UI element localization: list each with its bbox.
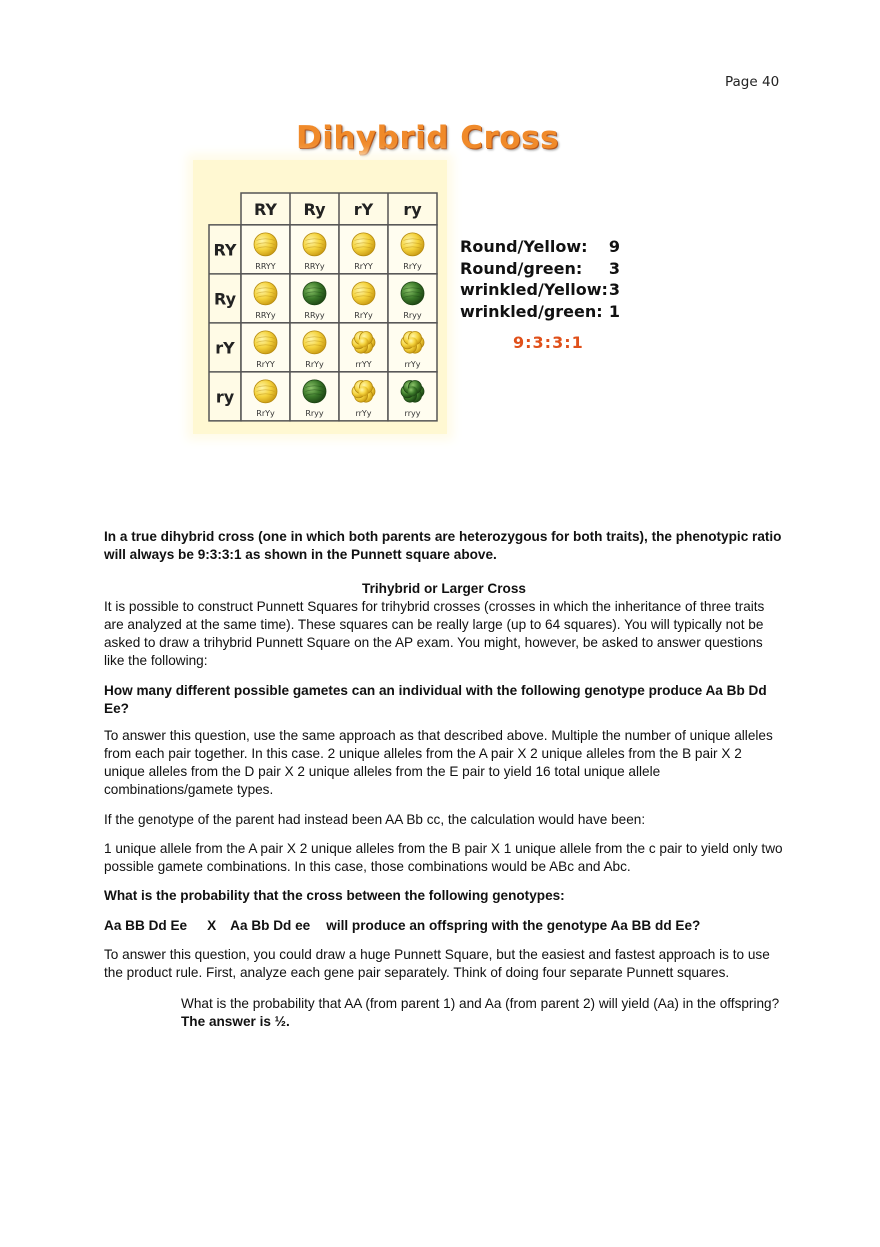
genotype-label: Rryy xyxy=(305,408,324,418)
pea-center xyxy=(359,386,369,396)
column-header: rY xyxy=(353,199,374,219)
result-label: Round/Yellow: xyxy=(460,237,588,256)
genotype-label: RRYY xyxy=(255,261,276,271)
genotype-label: rrYy xyxy=(355,408,372,418)
phenotype-ratio: 9:3:3:1 xyxy=(513,333,584,352)
genotype-label: RrYY xyxy=(354,261,373,271)
result-count: 3 xyxy=(608,258,620,278)
pea-round xyxy=(254,380,277,403)
genotype-label: RrYy xyxy=(354,310,373,320)
pea-round xyxy=(254,233,277,256)
genotype-label: RRyy xyxy=(304,310,325,320)
column-header: ry xyxy=(403,199,422,219)
result-label: wrinkled/Yellow: xyxy=(460,280,608,299)
pea-wrinkled xyxy=(352,381,375,403)
row-header: rY xyxy=(215,338,235,358)
pea-round xyxy=(401,282,424,305)
question-1: How many different possible gametes can an individual with the following genotype produce Aa Bb Dd Ee? xyxy=(104,683,767,716)
pea-round xyxy=(254,282,277,305)
genotype-label: RrYY xyxy=(256,359,275,369)
pea-round xyxy=(352,282,375,305)
pea-round xyxy=(303,380,326,403)
result-row xyxy=(460,301,620,323)
pea-wrinkled xyxy=(352,332,375,354)
row-header: Ry xyxy=(213,289,237,309)
cross-parent-2: Aa Bb Dd ee xyxy=(230,918,311,933)
phenotype-results xyxy=(460,236,620,322)
pea-round xyxy=(303,282,326,305)
result-label: wrinkled/green: xyxy=(460,301,603,321)
result-row xyxy=(460,236,620,258)
genotype-label: RrYy xyxy=(256,408,275,418)
genotype-label: rrYY xyxy=(355,359,372,369)
result-count: 9 xyxy=(608,237,620,256)
pea-wrinkled xyxy=(401,381,424,403)
trihybrid-heading: Trihybrid or Larger Cross xyxy=(362,581,526,596)
punnett-square xyxy=(193,160,447,434)
answer-3-answer: The answer is ½. xyxy=(181,1014,290,1029)
row-header: ry xyxy=(215,387,235,407)
cross-line xyxy=(104,917,784,935)
pea-round xyxy=(303,331,326,354)
result-label: Round/green: xyxy=(460,258,583,278)
result-count: 3 xyxy=(608,280,620,299)
pea-wrinkled xyxy=(401,332,424,354)
cross-parent-1: Aa BB Dd Ee xyxy=(104,918,188,933)
pea-center xyxy=(408,337,418,347)
result-count: 1 xyxy=(608,301,620,321)
result-row xyxy=(460,258,620,280)
paragraph-aa-bb-cc: If the genotype of the parent had instead been AA Bb cc, the calculation would have been: xyxy=(104,812,646,827)
column-header: Ry xyxy=(303,199,326,219)
genotype-label: rrYy xyxy=(404,359,421,369)
answer-1: To answer this question, use the same approach as that described above. Multiple the number of unique alleles from each pair together. In this case. 2 unique alleles from the A pair X 2 unique alleles from the B pair X 2 unique alleles from the D pair X 2 unique alleles from the E pair to yield 16 total unique allele combinations/gamete types. xyxy=(104,728,773,797)
paragraph-gamete-combinations: 1 unique allele from the A pair X 2 unique alleles from the B pair X 1 unique allele from the c pair to yield only two possible gamete combinations. In this case, those combinations would be ABc and Abc. xyxy=(104,841,783,874)
pea-center xyxy=(408,386,418,396)
genotype-label: RRYy xyxy=(255,310,276,320)
answer-3-question: What is the probability that AA (from parent 1) and Aa (from parent 2) will yield (Aa) in the offspring? xyxy=(181,996,780,1011)
pea-round xyxy=(254,331,277,354)
question-2: What is the probability that the cross between the following genotypes: xyxy=(104,888,565,903)
pea-round xyxy=(352,233,375,256)
page-number: Page 40 xyxy=(725,74,780,90)
intro-paragraph: In a true dihybrid cross (one in which both parents are heterozygous for both traits), the phenotypic ratio will always be 9:3:3:1 as shown in the Punnett square above. xyxy=(104,529,782,562)
genotype-label: Rryy xyxy=(403,310,422,320)
row-header: RY xyxy=(213,240,237,260)
cross-x: X xyxy=(207,918,217,933)
figure-title: Dihybrid Cross xyxy=(296,120,559,156)
result-row xyxy=(460,279,620,301)
genotype-label: RRYy xyxy=(304,261,325,271)
genotype-label: rryy xyxy=(404,408,421,418)
genotype-label: RrYy xyxy=(305,359,324,369)
cross-target: will produce an offspring with the genotype Aa BB dd Ee? xyxy=(326,918,701,933)
pea-center xyxy=(359,337,369,347)
column-header: RY xyxy=(253,199,278,219)
genotype-label: RrYy xyxy=(403,261,422,271)
pea-round xyxy=(401,233,424,256)
answer-3 xyxy=(181,995,781,1031)
trihybrid-paragraph: It is possible to construct Punnett Squares for trihybrid crosses (crosses in which the inheritance of three traits are analyzed at the same time). These squares can be really large (up to 64 squares). You will typically not be asked to draw a trihybrid Punnett Square on the AP exam. You might, however, be asked to answer questions like the following: xyxy=(104,599,765,668)
answer-2: To answer this question, you could draw a huge Punnett Square, but the easiest and fastest approach is to use the product rule. First, analyze each gene pair separately. Think of doing four separate Punnett squares. xyxy=(104,947,770,980)
pea-round xyxy=(303,233,326,256)
